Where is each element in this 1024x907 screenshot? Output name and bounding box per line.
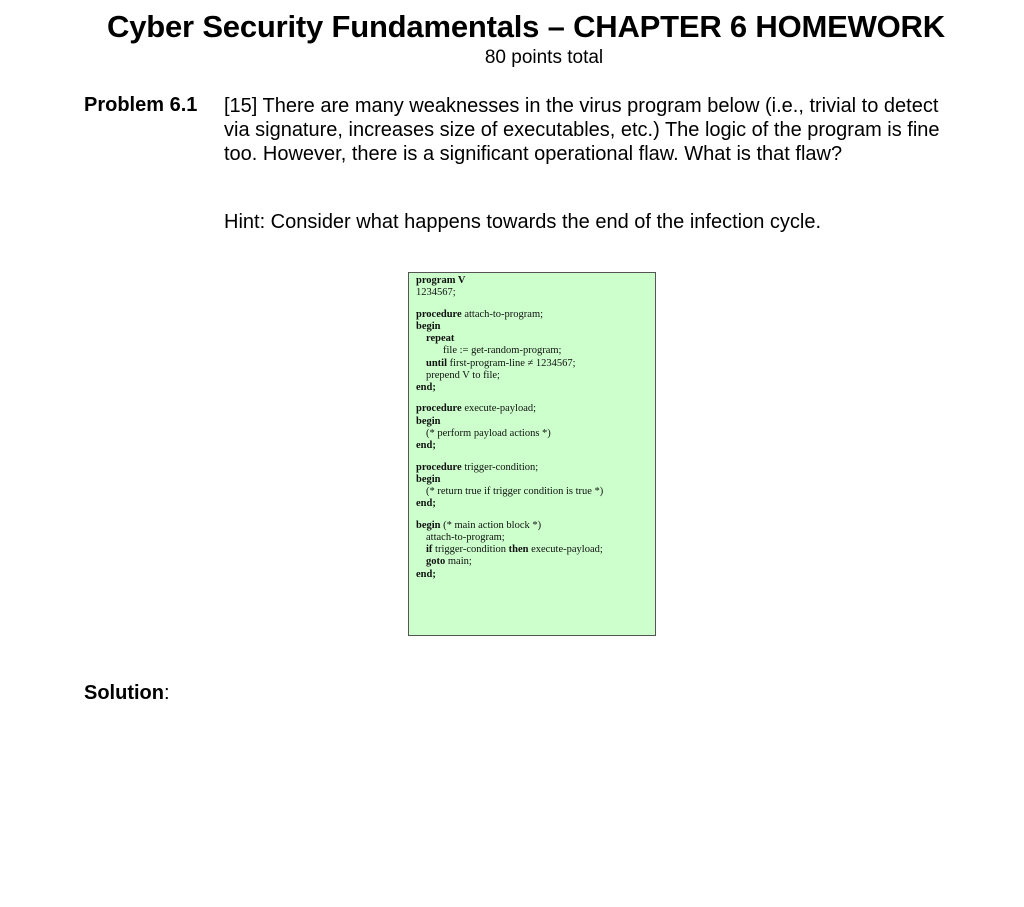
code-comment: (* main action block *)	[440, 519, 542, 531]
code-keyword: goto	[426, 556, 446, 568]
code-line-prepend: prepend V to file;	[426, 369, 500, 381]
code-proc-name: execute-payload;	[461, 403, 537, 415]
code-line-end: end;	[416, 498, 436, 510]
code-line-end: end;	[416, 440, 436, 452]
code-proc-name: trigger-condition;	[461, 461, 539, 473]
code-line-begin: begin	[416, 415, 441, 427]
code-keyword: procedure	[416, 461, 462, 473]
virus-code-figure	[408, 272, 656, 636]
code-keyword: procedure	[416, 308, 462, 320]
points-total: 80 points total	[484, 47, 604, 68]
code-line	[416, 403, 655, 415]
code-text: trigger-condition	[432, 544, 509, 556]
code-line-signature: 1234567;	[416, 287, 456, 299]
code-proc-name: attach-to-program;	[461, 308, 544, 320]
code-line-file: file := get-random-program;	[443, 345, 562, 357]
code-text: main;	[445, 556, 472, 568]
code-line	[416, 309, 655, 321]
code-line-end: end;	[416, 568, 436, 580]
code-keyword: if	[426, 544, 433, 556]
code-line-program: program V	[416, 275, 466, 286]
code-line-comment: (* return true if trigger condition is true *)	[426, 485, 604, 497]
code-line-attach: attach-to-program;	[426, 531, 505, 543]
page-title: Cyber Security Fundamentals – CHAPTER 6 HOMEWORK	[107, 9, 945, 44]
solution-colon: :	[163, 682, 170, 704]
code-keyword: then	[508, 544, 529, 556]
code-line	[416, 358, 655, 370]
solution-label	[84, 682, 170, 705]
code-line-comment: (* perform payload actions *)	[426, 427, 551, 439]
code-line	[416, 275, 655, 287]
problem-label: Problem 6.1	[84, 94, 198, 116]
code-line-begin: begin	[416, 320, 441, 332]
problem-text: [15] There are many weaknesses in the virus program below (i.e., trivial to detect via signature, increases size of executables, etc.) The logic of the program is fine too. However, there is a significant operational flaw. What is that flaw?	[224, 95, 940, 165]
code-line	[416, 520, 655, 532]
code-keyword: procedure	[416, 403, 462, 415]
problem-hint: Hint: Consider what happens towards the end of the infection cycle.	[224, 211, 822, 233]
code-line-begin: begin	[416, 473, 441, 485]
code-line-end: end;	[416, 381, 436, 393]
code-text: execute-payload;	[528, 544, 603, 556]
code-line	[416, 462, 655, 474]
code-line-repeat: repeat	[426, 333, 455, 345]
code-line	[416, 556, 655, 568]
solution-label-text: Solution	[84, 682, 164, 704]
code-text: first-program-line ≠ 1234567;	[447, 357, 576, 369]
code-keyword: until	[426, 357, 448, 369]
code-keyword: begin	[416, 519, 441, 531]
code-line	[416, 544, 655, 556]
